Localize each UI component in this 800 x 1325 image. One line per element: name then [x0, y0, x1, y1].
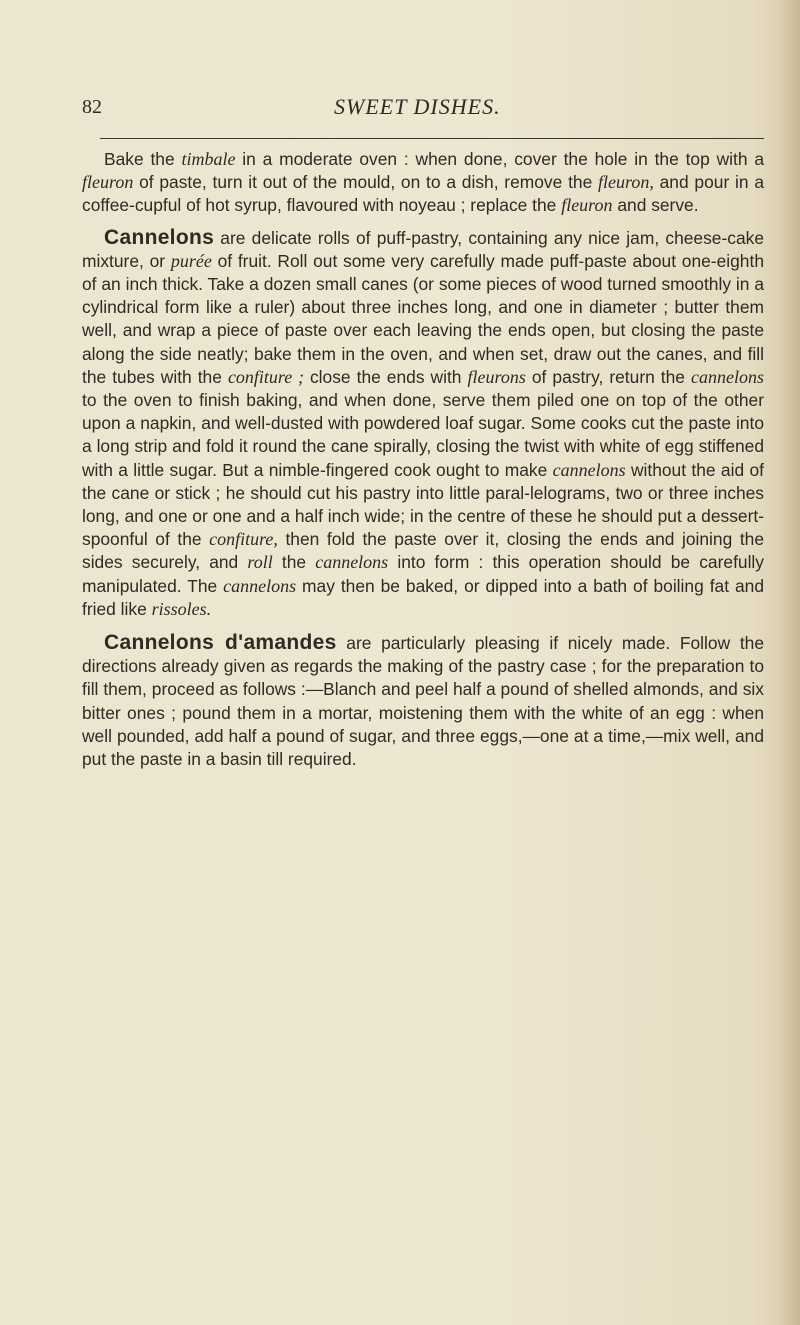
paragraph-timbale: Bake the timbale in a moderate oven : when done, cover the hole in the top with a fleuron of paste, turn it out of the mould, on to a dish, remove the fleuron, and pour in a coffee-cupful of hot syrup, flavoured with noyeau ; replace the fleuron and serve. — [82, 149, 765, 216]
page-edge-shadow — [778, 0, 800, 1325]
running-head: SWEET DISHES. — [334, 94, 501, 119]
heading-cannelons: Cannelons — [104, 225, 215, 249]
heading-cannelons-amandes: Cannelons d'amandes — [104, 631, 337, 655]
page-number: 82 — [82, 96, 102, 118]
paragraph-cannelons: Cannelons are delicate rolls of puff-pastry, containing any nice jam, cheese-cake mixture, or purée of fruit. Roll out some very carefully made puff-paste about one-eighth of an inch thick. Take a dozen small canes (or some pieces of wood turned smoothly in a cylindrical form like a ruler) about three inches long, and one in diameter ; butter them well, and wrap a piece of paste over each leaving the ends open, but closing the paste along the side neatly; bake them in the oven, and when set, draw out the canes, and fill the tubes with the confiture ; close the ends with fleurons of pastry, return the cannelons to the oven to finish baking, and when done, serve them piled one on top of the other upon a napkin, and well-dusted with powdered loaf sugar. Some cooks cut the paste into a long strip and fold it round the cane spirally, closing the twist with white of egg stiffened with a little sugar. But a nimble-fingered cook ought to make cannelons without the aid of the cane or stick ; he should cut his pastry into little paral-lelograms, two or three inches long, and one or one and a half inch wide; in the centre of these he should put a dessert-spoonful of the confiture, then fold the paste over it, closing the ends and joining the sides securely, and roll the cannelons into form : this operation should be carefully manipulated. The cannelons may then be baked, or dipped into a bath of boiling fat and fried like rissoles. — [82, 225, 764, 619]
paragraph-cannelons-amandes: Cannelons d'amandes are particularly pleasing if nicely made. Follow the directions already given as regards the making of the pastry case ; for the preparation to fill them, proceed as follows :—Blanch and peel half a pound of shelled almonds, and six bitter ones ; pound them in a mortar, moistening them with the white of an egg : when well pounded, add half a pound of sugar, and three eggs,—one at a time,—mix well, and put the paste in a basin till required. — [82, 631, 765, 770]
header-rule — [100, 138, 764, 139]
body-text — [82, 148, 764, 771]
page-header — [0, 88, 800, 128]
